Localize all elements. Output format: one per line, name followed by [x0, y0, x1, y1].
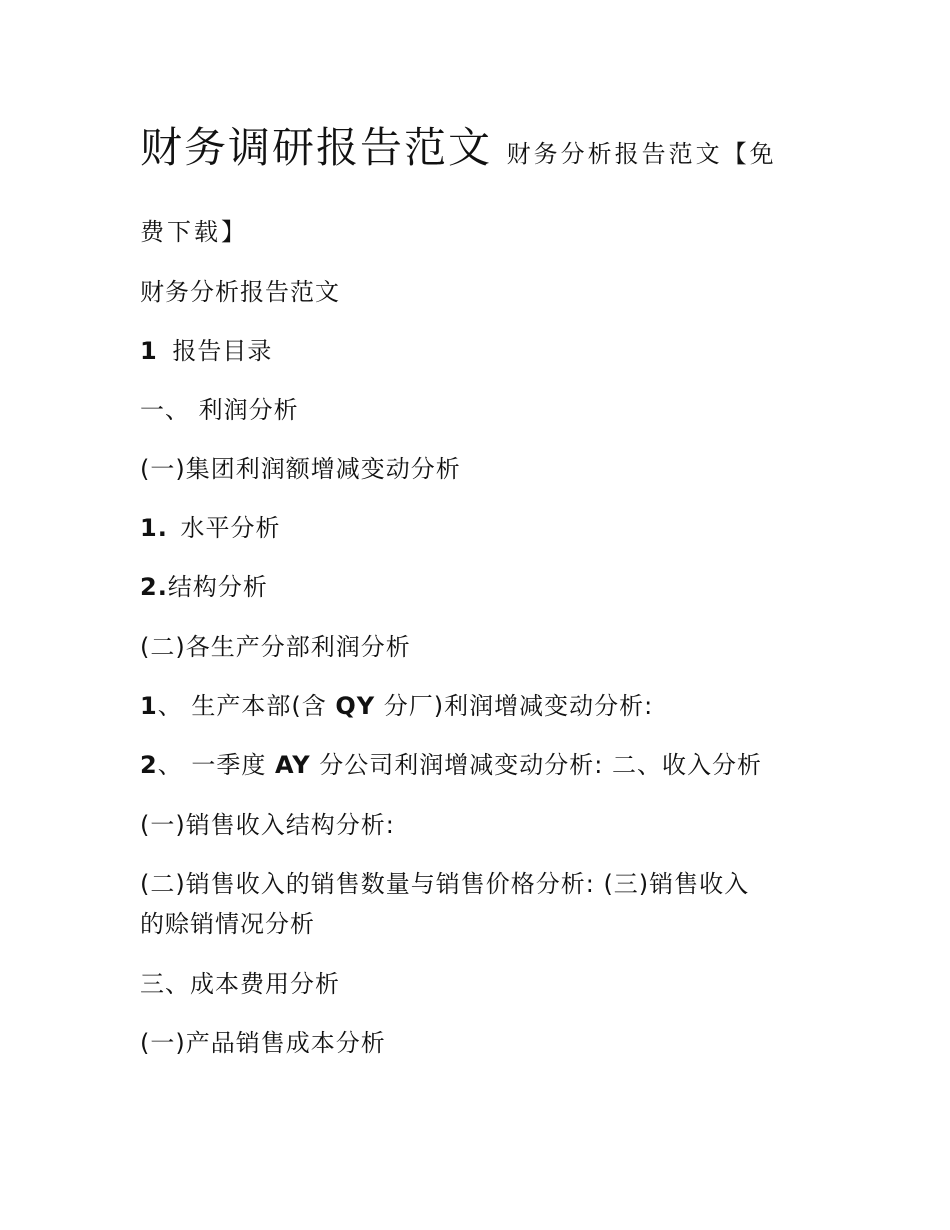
toc-heading-text: 报告目录: [172, 337, 273, 365]
toc-item-number: 2: [140, 751, 158, 779]
toc-heading-number: 1: [140, 337, 158, 365]
toc-item-text: 、 一季度: [157, 751, 275, 779]
toc-item-number: 1: [140, 692, 158, 720]
toc-item-product-cost: (一)产品销售成本分析: [140, 1029, 386, 1057]
toc-item-text: 、 生产本部(含: [157, 692, 336, 720]
title-sub: 财务分析报告范文【免: [506, 140, 777, 168]
title-main: 财务调研报告范文: [140, 123, 493, 172]
title-continuation: 费下载】: [140, 218, 248, 246]
toc-item-branch-profit: [140, 745, 810, 785]
toc-item-cost-analysis: 三、成本费用分析: [140, 970, 340, 998]
toc-item-number: 2.: [140, 573, 168, 601]
toc-item-production-profit: [140, 686, 810, 726]
toc-item-division-profit: (二)各生产分部利润分析: [140, 633, 411, 661]
document-title: [140, 123, 810, 174]
toc-item-number: 1.: [140, 514, 168, 542]
toc-item-code: AY: [274, 751, 311, 779]
toc-item-code: QY: [335, 692, 376, 720]
toc-item-sales-volume-price: (二)销售收入的销售数量与销售价格分析: (三)销售收入: [140, 870, 750, 898]
toc-item-group-profit: (一)集团利润额增减变动分析: [140, 455, 461, 483]
toc-item-text: 分厂)利润增减变动分析:: [375, 692, 654, 720]
toc-item-profit-analysis: 一、 利润分析: [140, 396, 299, 424]
toc-item-horizontal-analysis: [140, 508, 810, 548]
toc-item-credit-sales: 的赊销情况分析: [140, 910, 315, 938]
toc-item-text: 水平分析: [180, 514, 281, 542]
report-subtitle: 财务分析报告范文: [140, 278, 340, 306]
toc-item-structure-analysis: [140, 567, 810, 607]
toc-heading: [140, 331, 810, 371]
toc-item-sales-structure: (一)销售收入结构分析:: [140, 811, 395, 839]
toc-item-text: 分公司利润增减变动分析: 二、收入分析: [310, 751, 762, 779]
toc-item-text: 结构分析: [167, 573, 268, 601]
